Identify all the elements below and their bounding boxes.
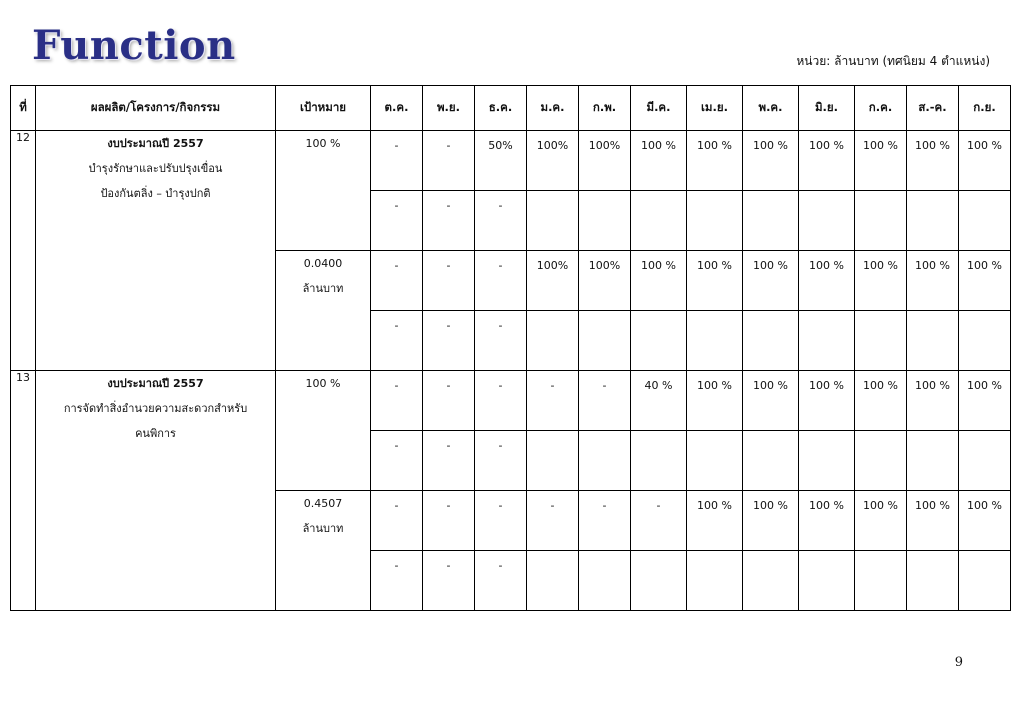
activity-cell: [36, 371, 276, 611]
month-cell: -: [475, 311, 527, 371]
month-cell: 100 %: [631, 131, 687, 191]
activity-line: คนพิการ: [135, 427, 176, 440]
month-cell: 100 %: [855, 251, 907, 311]
month-cell: [631, 551, 687, 611]
month-cell: [855, 431, 907, 491]
month-cell: -: [371, 311, 423, 371]
month-cell: [527, 191, 579, 251]
month-cell: 100 %: [687, 371, 743, 431]
month-cell: [907, 551, 959, 611]
month-cell: [907, 431, 959, 491]
month-cell: 100%: [579, 131, 631, 191]
target-budget-unit: ล้านบาท: [302, 282, 344, 295]
month-cell: 100 %: [743, 491, 799, 551]
month-cell: -: [475, 551, 527, 611]
month-cell: [687, 551, 743, 611]
month-cell: -: [579, 491, 631, 551]
month-cell: [959, 431, 1011, 491]
page-title: Function: [32, 22, 236, 69]
month-cell: 100 %: [907, 131, 959, 191]
month-cell: [527, 311, 579, 371]
header-month: ม.ค.: [527, 86, 579, 131]
month-cell: 100 %: [743, 371, 799, 431]
month-cell: -: [423, 311, 475, 371]
month-cell: 100 %: [855, 491, 907, 551]
page-number: 9: [954, 655, 963, 670]
month-cell: -: [371, 491, 423, 551]
table-row: [11, 131, 1011, 191]
month-cell: -: [423, 191, 475, 251]
month-cell: -: [579, 371, 631, 431]
month-cell: -: [371, 131, 423, 191]
month-cell: [579, 311, 631, 371]
month-cell: 100 %: [907, 371, 959, 431]
target-budget-value: 0.0400: [303, 257, 343, 270]
header-no: ที่: [11, 86, 36, 131]
activity-heading: งบประมาณปี 2557: [107, 377, 204, 390]
plan-table: [10, 85, 1011, 611]
header-month: พ.ย.: [423, 86, 475, 131]
month-cell: -: [527, 371, 579, 431]
month-cell: [687, 191, 743, 251]
month-cell: 100 %: [959, 491, 1011, 551]
month-cell: [631, 191, 687, 251]
month-cell: [799, 431, 855, 491]
header-row: [11, 86, 1011, 131]
month-cell: 100%: [527, 131, 579, 191]
header-target: เป้าหมาย: [276, 86, 371, 131]
row-number: 12: [11, 131, 36, 371]
month-cell: -: [371, 191, 423, 251]
month-cell: 100 %: [743, 131, 799, 191]
header-month: ก.พ.: [579, 86, 631, 131]
header-month: พ.ค.: [743, 86, 799, 131]
header-month: มิ.ย.: [799, 86, 855, 131]
month-cell: -: [631, 491, 687, 551]
month-cell: -: [423, 551, 475, 611]
target-budget-value: 0.4507: [303, 497, 343, 510]
month-cell: [743, 311, 799, 371]
month-cell: 100 %: [959, 131, 1011, 191]
month-cell: 100 %: [907, 491, 959, 551]
month-cell: [799, 551, 855, 611]
month-cell: 100 %: [855, 371, 907, 431]
month-cell: [959, 551, 1011, 611]
month-cell: -: [423, 491, 475, 551]
month-cell: -: [475, 251, 527, 311]
month-cell: [799, 311, 855, 371]
month-cell: -: [371, 551, 423, 611]
target-budget-unit: ล้านบาท: [302, 522, 344, 535]
header-month: ส.-ค.: [907, 86, 959, 131]
month-cell: 100 %: [799, 371, 855, 431]
month-cell: [907, 311, 959, 371]
activity-heading: งบประมาณปี 2557: [107, 137, 204, 150]
month-cell: -: [475, 431, 527, 491]
month-cell: [579, 431, 631, 491]
month-cell: [855, 311, 907, 371]
month-cell: -: [371, 431, 423, 491]
month-cell: 100 %: [799, 131, 855, 191]
header-month: เม.ย.: [687, 86, 743, 131]
activity-line: การจัดทำสิ่งอำนวยความสะดวกสำหรับ: [63, 402, 248, 415]
month-cell: [855, 551, 907, 611]
month-cell: [527, 551, 579, 611]
month-cell: 40 %: [631, 371, 687, 431]
unit-note: หน่วย: ล้านบาท (ทศนิยม 4 ตำแหน่ง): [796, 54, 990, 68]
month-cell: 100 %: [687, 491, 743, 551]
month-cell: [631, 311, 687, 371]
month-cell: -: [423, 431, 475, 491]
target-budget: [276, 251, 371, 371]
month-cell: [959, 311, 1011, 371]
month-cell: [687, 431, 743, 491]
month-cell: -: [423, 131, 475, 191]
month-cell: 100 %: [907, 251, 959, 311]
month-cell: 100 %: [855, 131, 907, 191]
month-cell: [579, 191, 631, 251]
month-cell: 100 %: [743, 251, 799, 311]
table-row: [11, 371, 1011, 431]
activity-line: ป้องกันตลิ่ง – บำรุงปกติ: [100, 187, 211, 200]
header-month: ก.ค.: [855, 86, 907, 131]
header-month: ต.ค.: [371, 86, 423, 131]
month-cell: 100 %: [687, 251, 743, 311]
month-cell: -: [371, 251, 423, 311]
month-cell: 100 %: [799, 251, 855, 311]
month-cell: [743, 551, 799, 611]
month-cell: [743, 431, 799, 491]
month-cell: -: [527, 491, 579, 551]
header-activity: ผลผลิต/โครงการ/กิจกรรม: [36, 86, 276, 131]
month-cell: -: [475, 191, 527, 251]
month-cell: -: [423, 251, 475, 311]
month-cell: [855, 191, 907, 251]
month-cell: 100%: [579, 251, 631, 311]
month-cell: 100 %: [687, 131, 743, 191]
month-cell: 100%: [527, 251, 579, 311]
activity-line: บำรุงรักษาและปรับปรุงเขื่อน: [88, 162, 223, 175]
target-budget: [276, 491, 371, 611]
target-percent: 100 %: [276, 131, 371, 251]
month-cell: 100 %: [959, 371, 1011, 431]
month-cell: [743, 191, 799, 251]
month-cell: -: [423, 371, 475, 431]
target-percent: 100 %: [276, 371, 371, 491]
month-cell: [907, 191, 959, 251]
month-cell: [687, 311, 743, 371]
month-cell: [799, 191, 855, 251]
month-cell: 100 %: [959, 251, 1011, 311]
month-cell: 100 %: [631, 251, 687, 311]
month-cell: [959, 191, 1011, 251]
month-cell: -: [475, 371, 527, 431]
activity-cell: [36, 131, 276, 371]
month-cell: [527, 431, 579, 491]
row-number: 13: [11, 371, 36, 611]
month-cell: [631, 431, 687, 491]
header-month: มี.ค.: [631, 86, 687, 131]
header-month: ก.ย.: [959, 86, 1011, 131]
month-cell: 100 %: [799, 491, 855, 551]
month-cell: [579, 551, 631, 611]
month-cell: -: [371, 371, 423, 431]
month-cell: 50%: [475, 131, 527, 191]
month-cell: -: [475, 491, 527, 551]
header-month: ธ.ค.: [475, 86, 527, 131]
